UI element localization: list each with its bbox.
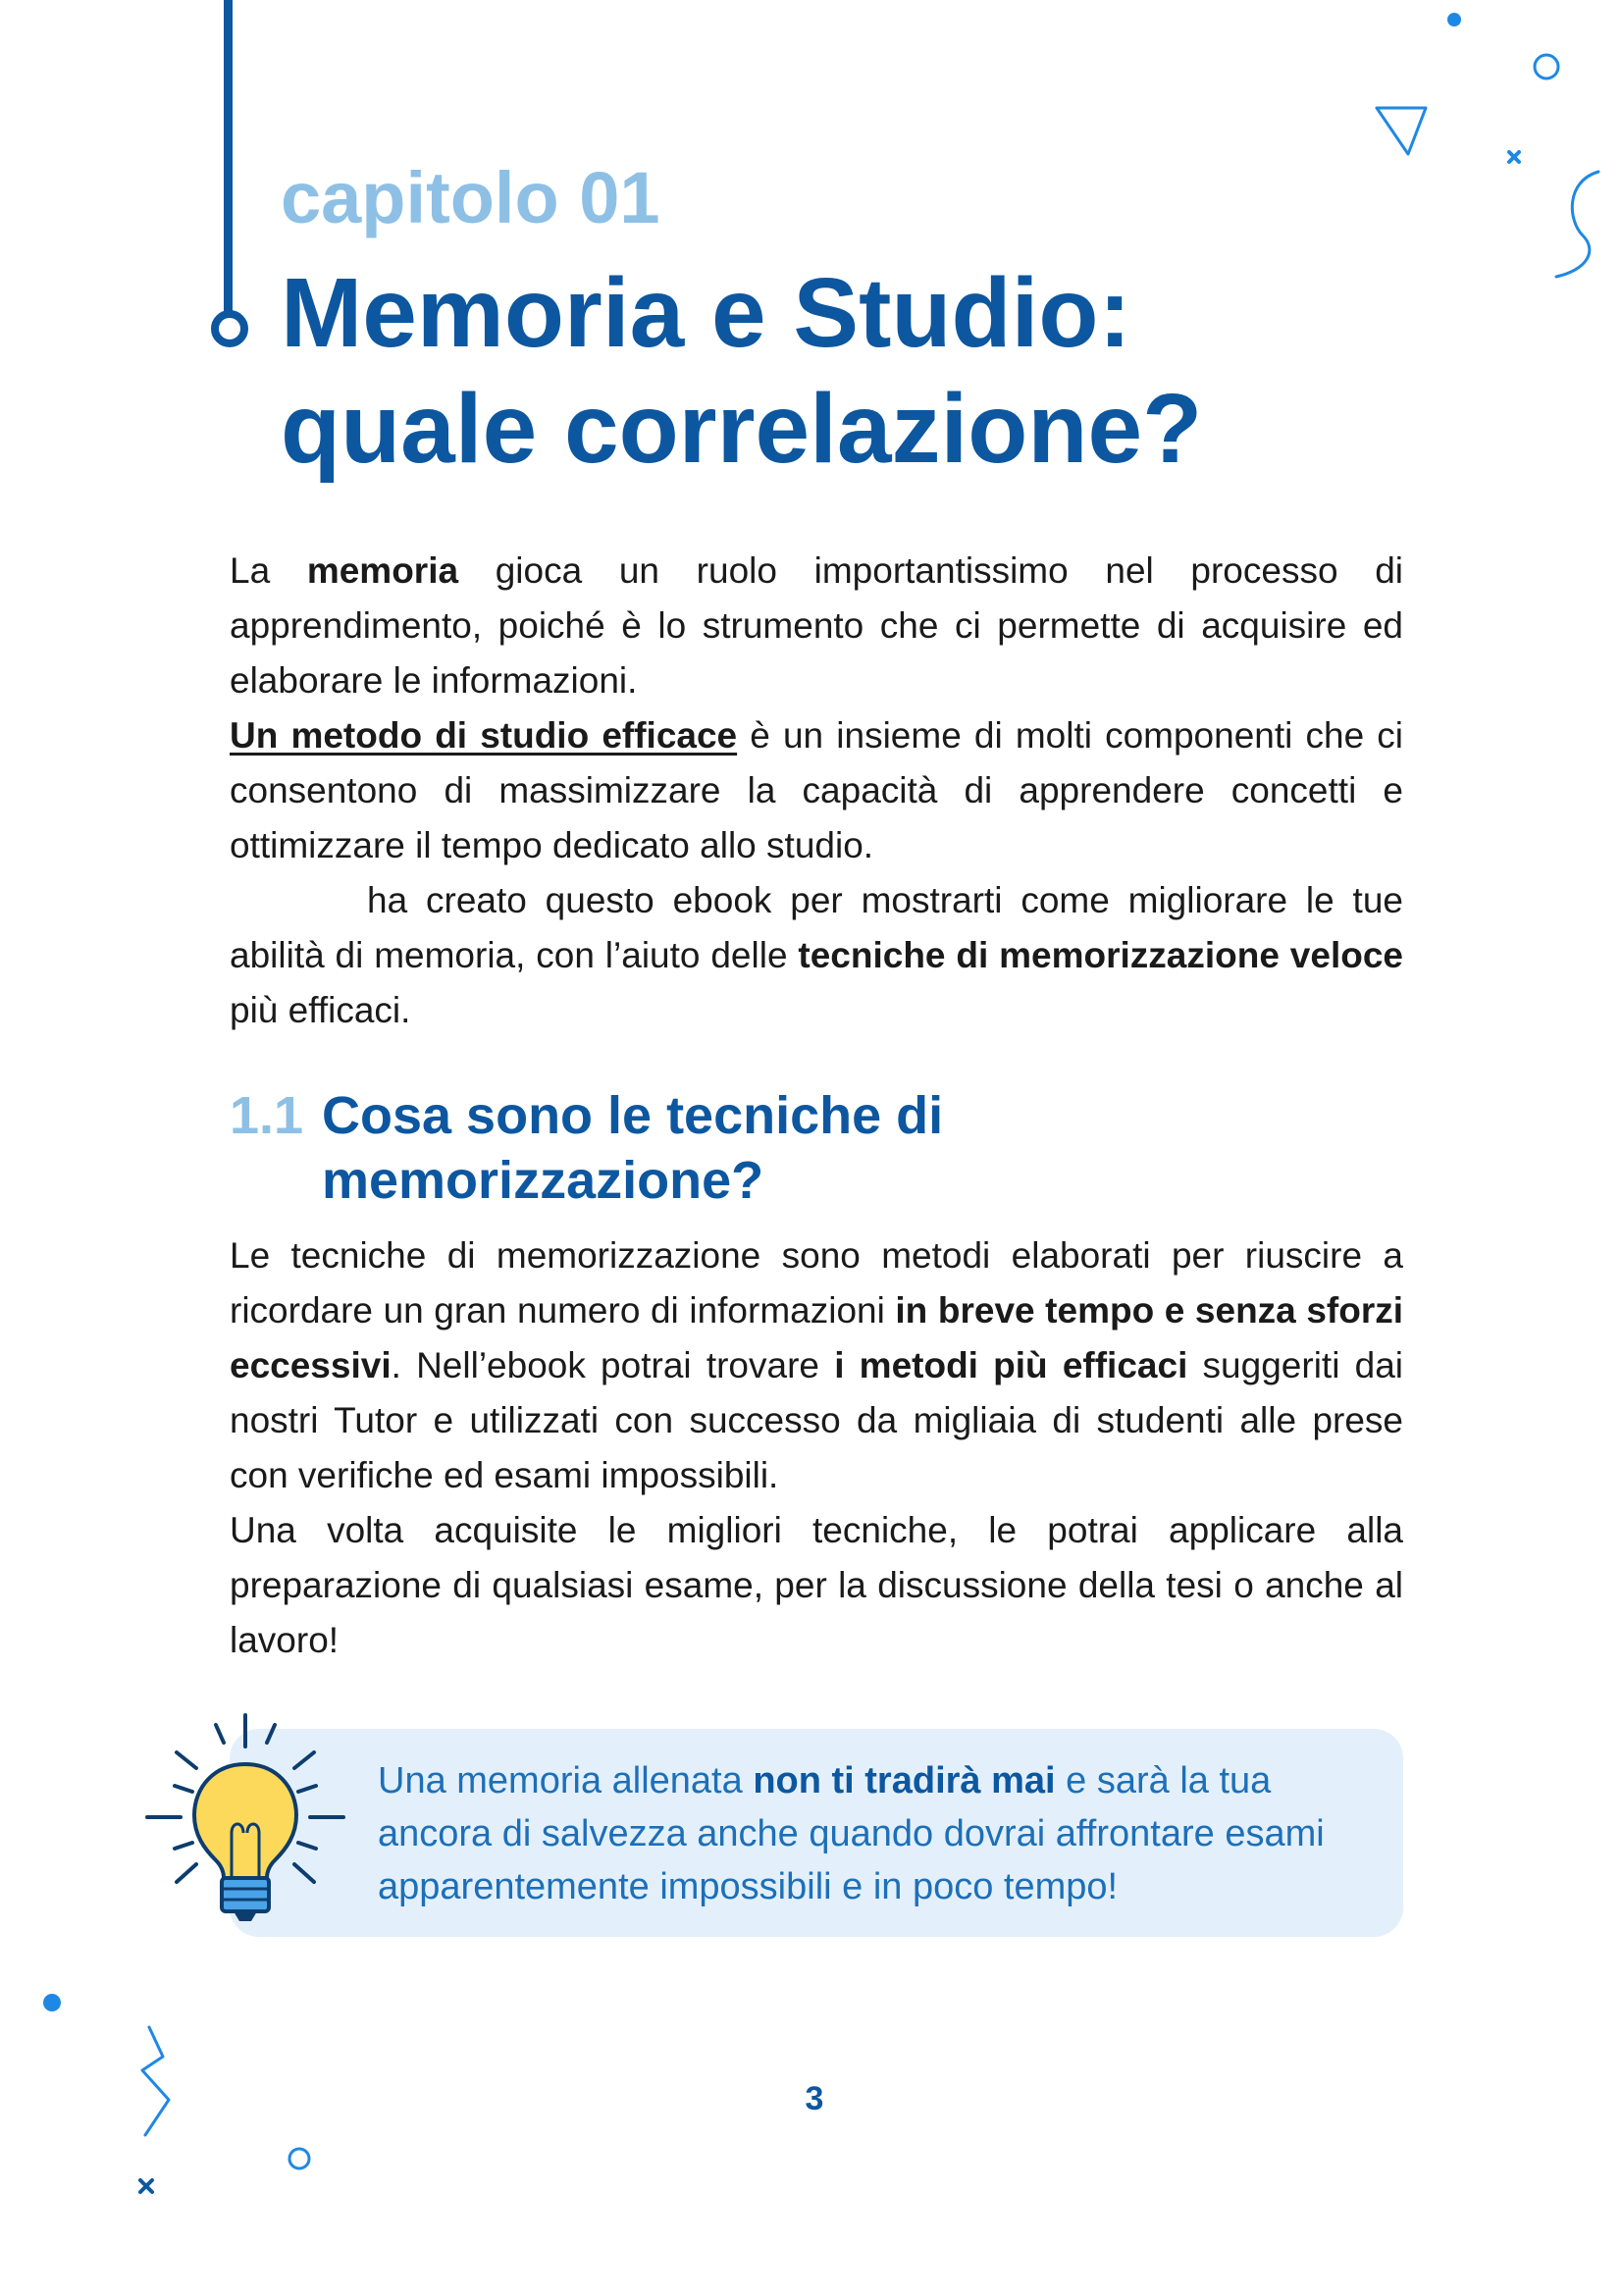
text-run: . Nell’ebook potrai trovare bbox=[391, 1345, 835, 1385]
top-right-decorations bbox=[1354, 0, 1622, 294]
text-run: più efficaci. bbox=[230, 990, 411, 1030]
chapter-label: capitolo 01 bbox=[281, 157, 660, 238]
squiggle-icon bbox=[1556, 172, 1598, 277]
intro-paragraph-1 bbox=[230, 544, 1403, 708]
text-run: e sarà la tua ancora di salvezza anche quando dovrai affrontare esami apparentemente impossibili e in poco tempo! bbox=[378, 1760, 1325, 1907]
bold-run: memoria bbox=[306, 550, 459, 591]
zigzag-icon bbox=[142, 2027, 169, 2135]
bold-run: in breve tempo e senza sforzi eccessivi bbox=[230, 1290, 1404, 1385]
title-line-2: quale correlazione? bbox=[281, 374, 1203, 484]
text-run: suggeriti dai nostri Tutor e utilizzati con successo da migliaia di studenti alle prese con verifiche ed esami impossibili. bbox=[230, 1345, 1403, 1495]
title-line-1: Memoria e Studio: bbox=[281, 258, 1131, 368]
bold-run: tecniche di memorizzazione veloce bbox=[798, 935, 1403, 975]
page-number: 3 bbox=[805, 2080, 824, 2117]
ring-icon bbox=[1535, 55, 1558, 78]
text-run: La bbox=[230, 550, 307, 591]
section-heading bbox=[230, 1083, 1205, 1213]
section-text bbox=[230, 1228, 1403, 1668]
page-title bbox=[281, 255, 1507, 487]
ring-icon bbox=[289, 2149, 309, 2168]
cross-icon bbox=[140, 2180, 152, 2192]
intro-paragraph-3 bbox=[230, 873, 1403, 1038]
text-run: Le tecniche di memorizzazione sono metodi elaborati per riuscire a ricordare un gran numero di informazioni bbox=[230, 1235, 1403, 1331]
intro-paragraph-2 bbox=[230, 708, 1403, 873]
text-run: ha creato questo ebook per mostrarti come migliorare le tue abilità di memoria, con l’aiuto delle bbox=[230, 880, 1403, 975]
text-run: è un insieme di molti componenti che ci consentono di massimizzare la capacità di apprendere concetti e ottimizzare il tempo dedicato allo studio. bbox=[230, 715, 1404, 865]
callout-text bbox=[378, 1754, 1359, 1913]
intro-text bbox=[230, 544, 1403, 1038]
lightbulb-icon bbox=[137, 1707, 363, 1933]
text-run: gioca un ruolo importantissimo nel processo di apprendimento, poiché è lo strumento che ci permette di acquisire ed elaborare le informazioni. bbox=[230, 550, 1404, 701]
section-number: 1.1 bbox=[230, 1086, 304, 1145]
bold-run: i metodi più efficaci bbox=[834, 1345, 1188, 1385]
text-run: Una memoria allenata bbox=[378, 1760, 754, 1801]
chapter-rule-line bbox=[224, 0, 233, 312]
chapter-rule-circle bbox=[211, 310, 248, 347]
dot-icon bbox=[43, 1994, 61, 2011]
section-paragraph-2: Una volta acquisite le migliori tecniche, le potrai applicare alla preparazione di qualsiasi esame, per la discussione della tesi o anche al lavoro! bbox=[230, 1510, 1403, 1660]
triangle-icon bbox=[1377, 108, 1426, 154]
cross-icon bbox=[1509, 152, 1519, 162]
section-paragraph-1 bbox=[230, 1228, 1403, 1503]
section-title: Cosa sono le tecniche di memorizzazione? bbox=[322, 1086, 944, 1210]
dot-icon bbox=[1447, 13, 1461, 26]
bottom-left-decorations bbox=[0, 1962, 353, 2218]
bold-run: non ti tradirà mai bbox=[753, 1760, 1056, 1801]
bold-underline-run: Un metodo di studio efficace bbox=[230, 715, 738, 756]
